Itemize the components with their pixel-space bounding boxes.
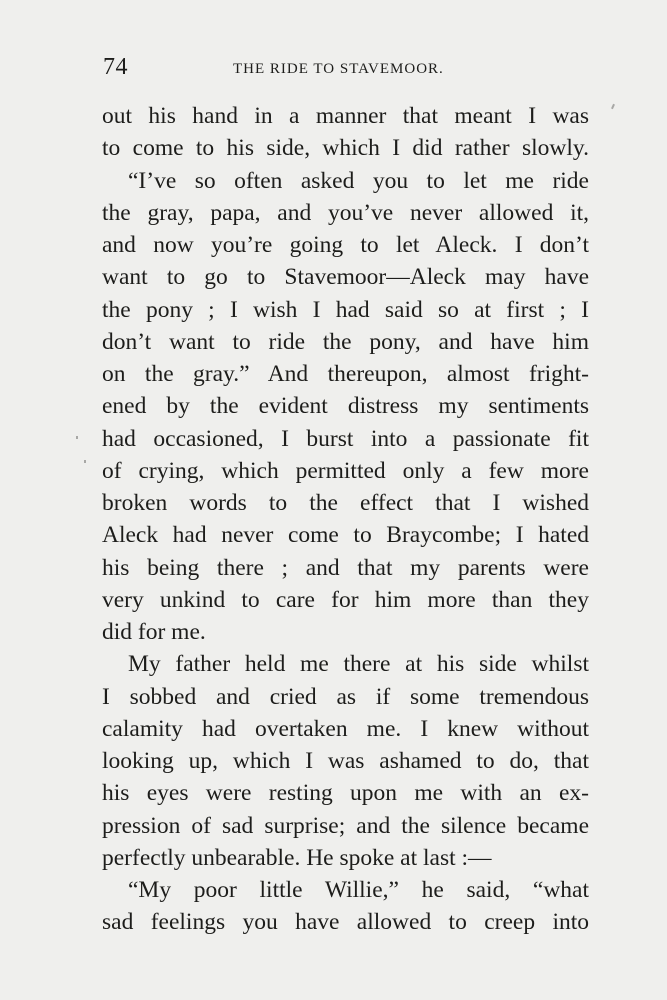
text-line: looking up, which I was ashamed to do, that (102, 748, 589, 774)
text-line: perfectly unbearable. He spoke at last :— (102, 844, 492, 871)
text-line: My father held me there at his side whilst (128, 651, 589, 678)
text-line: and now you’re going to let Aleck. I don’t (102, 232, 589, 258)
text-line: “I’ve so often asked you to let me ride (128, 167, 589, 194)
text-line: pression of sad surprise; and the silence became (102, 812, 589, 839)
text-line: out his hand in a manner that meant I was (102, 103, 589, 129)
text-line: did for me. (102, 619, 206, 645)
text-line: “My poor little Willie,” he said, “what (128, 877, 589, 903)
text-line: of crying, which permitted only a few more (102, 457, 589, 484)
text-line: the pony ; I wish I had said so at first ; I (102, 296, 589, 323)
text-line: broken words to the effect that I wished (102, 490, 589, 516)
page-number: 74 (103, 54, 128, 80)
page-header (103, 54, 590, 84)
text-line: the gray, papa, and you’ve never allowed it, (102, 199, 589, 226)
text-line: I sobbed and cried as if some tremendous (102, 683, 589, 710)
text-line: his being there ; and that my parents were (102, 554, 589, 581)
text-line: his eyes were resting upon me with an ex- (102, 780, 589, 807)
text-line: calamity had overtaken me. I knew without (102, 715, 589, 742)
text-line: ened by the evident distress my sentiments (102, 393, 589, 420)
text-line: to come to his side, which I did rather slowly. (102, 135, 589, 162)
text-line: on the gray.” And thereupon, almost fright- (102, 361, 589, 387)
text-line: want to go to Stavemoor—Aleck may have (102, 264, 589, 291)
margin-mark (611, 104, 615, 109)
text-line: Aleck had never come to Braycombe; I hated (102, 522, 589, 549)
text-line: sad feelings you have allowed to creep into (102, 909, 589, 936)
text-line: don’t want to ride the pony, and have him (102, 328, 589, 355)
running-title: THE RIDE TO STAVEMOOR. (233, 61, 444, 77)
text-line: very unkind to care for him more than they (102, 586, 589, 613)
text-line: had occasioned, I burst into a passionate fit (102, 425, 589, 452)
margin-mark (84, 460, 86, 463)
body-text (102, 100, 589, 939)
margin-mark (76, 436, 78, 439)
